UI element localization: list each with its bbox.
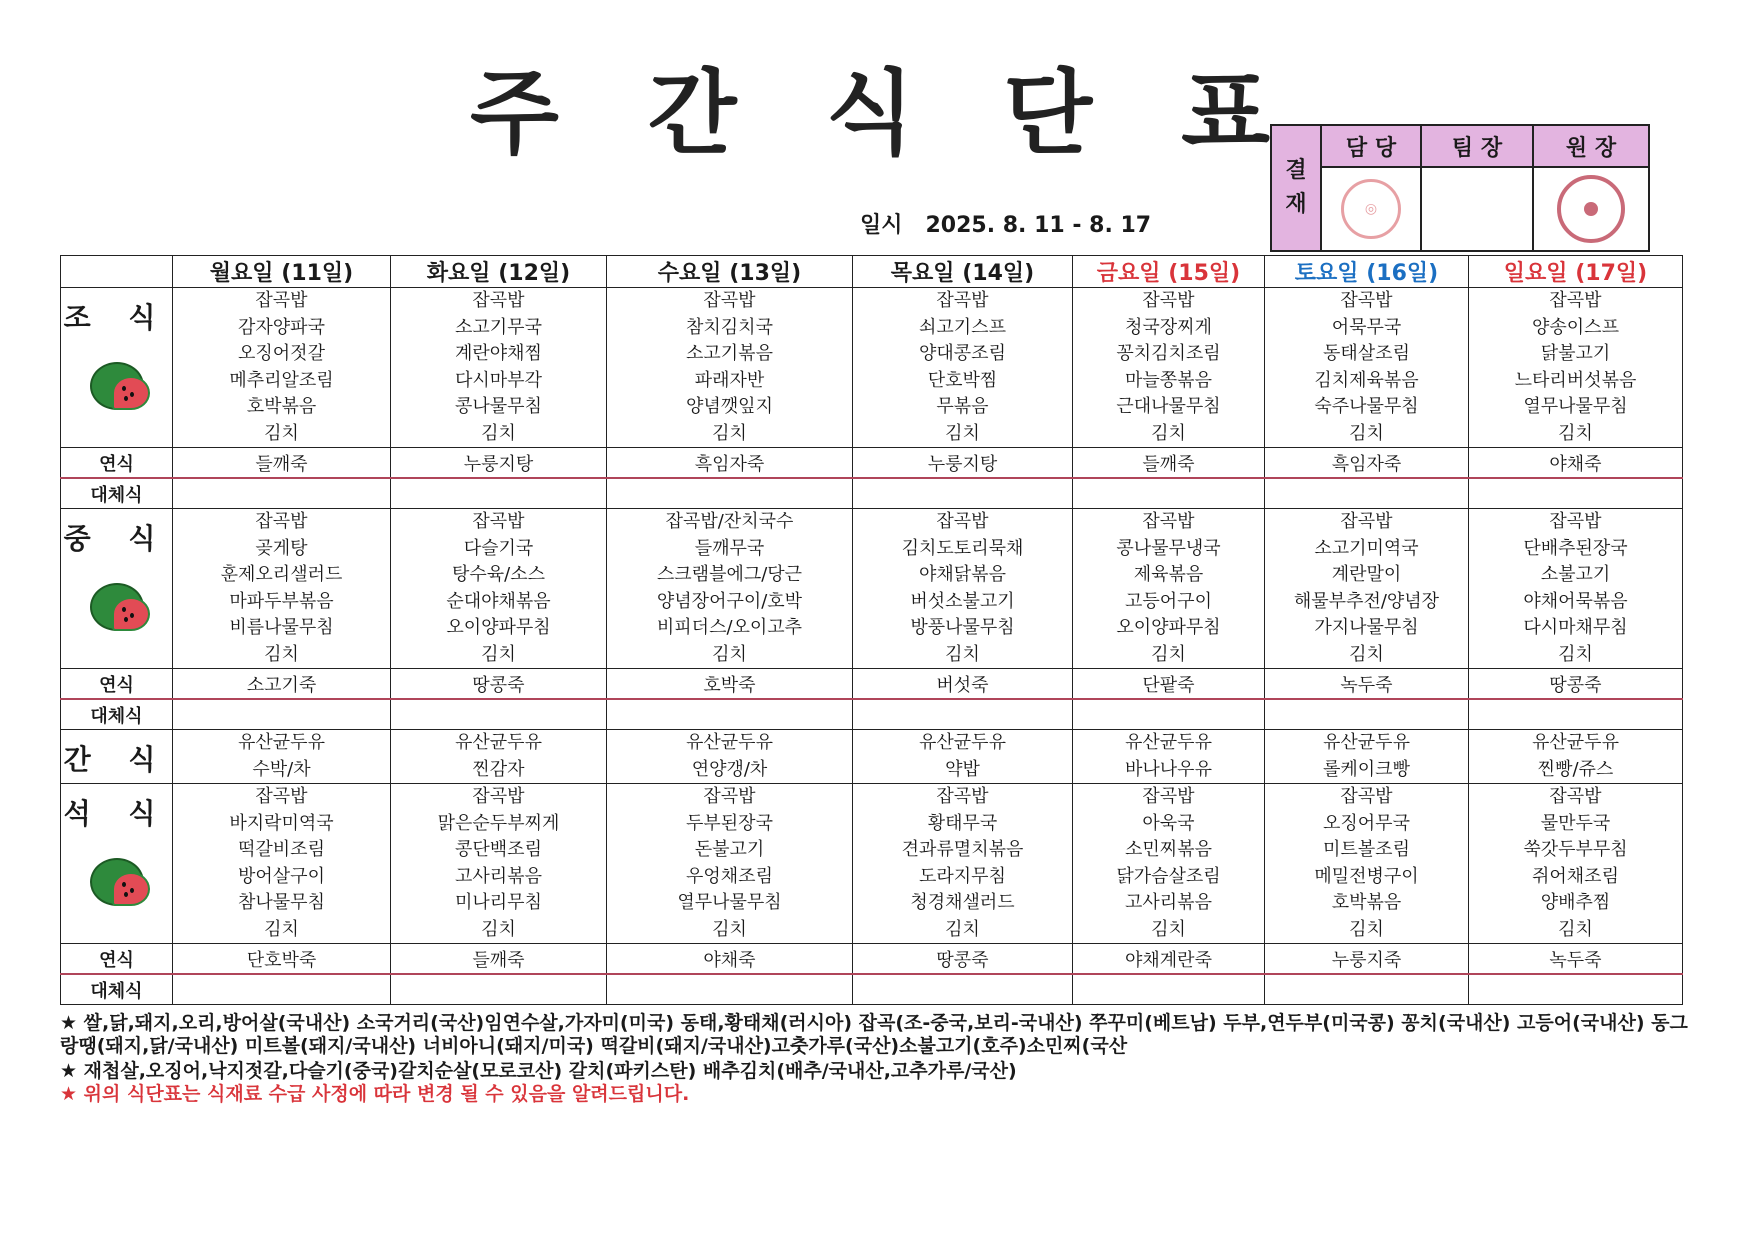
- menu-item: 잡곡밥: [1340, 511, 1393, 532]
- menu-item: 미트볼조림: [1323, 839, 1410, 860]
- approval-header: 원 장: [1533, 125, 1649, 167]
- lunch-label-text: 중 식: [63, 522, 170, 555]
- menu-item: 감자양파국: [238, 316, 325, 338]
- day-header: 화요일 (12일): [391, 256, 607, 288]
- snack-cell: [1469, 730, 1683, 784]
- dinner-cell: [1469, 784, 1683, 944]
- menu-item: 돈불고기: [694, 839, 765, 860]
- menu-item: 김치: [945, 918, 980, 940]
- menu-item: 잡곡밥: [1549, 511, 1602, 532]
- lunch-substitute-cell: [391, 699, 607, 730]
- lunch-porridge-label: 연식: [61, 669, 173, 700]
- menu-item: 계란야채찜: [455, 343, 542, 364]
- menu-item: 야채닭볶음: [919, 564, 1006, 585]
- note-change: ★ 위의 식단표는 식재료 수급 사정에 따라 변경 될 수 있음을 알려드립니다.: [60, 1083, 690, 1105]
- menu-item: 맑은순두부찌게: [437, 812, 560, 834]
- approval-label-text: 결재: [1285, 158, 1307, 217]
- page-title: [470, 40, 1270, 172]
- menu-item: 잡곡밥: [472, 290, 525, 311]
- menu-item: 잡곡밥: [1142, 786, 1195, 807]
- breakfast-substitute-cell: [173, 478, 391, 509]
- lunch-substitute-cell: [1073, 699, 1265, 730]
- menu-item: 김치: [712, 643, 747, 665]
- menu-item: 어묵무국: [1331, 316, 1402, 338]
- breakfast-porridge-cell: 들깨죽: [173, 448, 391, 479]
- menu-item: 김치: [481, 643, 516, 665]
- menu-item: 양대콩조림: [919, 343, 1006, 364]
- approval-header: 팀 장: [1421, 125, 1533, 167]
- snack-cell: [173, 730, 391, 784]
- dinner-row: [61, 784, 1683, 944]
- breakfast-substitute-cell: [1073, 478, 1265, 509]
- lunch-cell: [1469, 509, 1683, 669]
- menu-item: 김치도토리묵채: [901, 537, 1024, 559]
- menu-item: 훈제오리샐러드: [220, 564, 343, 585]
- lunch-substitute-label: 대체식: [61, 699, 173, 730]
- breakfast-porridge-cell: 들깨죽: [1073, 448, 1265, 479]
- menu-item: 김치: [945, 422, 980, 444]
- lunch-cell: [853, 509, 1073, 669]
- dinner-label-text: 석 식: [63, 797, 170, 830]
- menu-item: 오이양파무침: [1116, 617, 1221, 638]
- dinner-cell: [607, 784, 853, 944]
- snack-cell: [1265, 730, 1469, 784]
- menu-item: 잡곡밥: [255, 290, 308, 311]
- menu-item: 수박/차: [252, 758, 311, 780]
- menu-item: 마파두부볶음: [229, 590, 334, 612]
- lunch-porridge-cell: 소고기죽: [173, 669, 391, 700]
- lunch-porridge-cell: 녹두죽: [1265, 669, 1469, 700]
- menu-item: 바나나우유: [1125, 758, 1212, 780]
- menu-item: 양송이스프: [1532, 316, 1619, 338]
- day-header: 토요일 (16일): [1265, 256, 1469, 288]
- menu-item: 잡곡밥: [703, 290, 756, 311]
- dinner-porridge-cell: 땅콩죽: [853, 944, 1073, 975]
- note-origin: ★ 쌀,닭,돼지,오리,방어살(국내산) 소국거리(국산)임연수살,가자미(미국) 동태,황태채(러시아) 잡곡(조-중국,보리-국내산) 쭈꾸미(베트남) 두부,연두부(미국콩) 꽁치(국내산) 고등어(국내산) 동그랑땡(돼지,닭/국내산) 미트볼(돼지/국내산) 너비아니(돼지/미국) 떡갈비(돼지/국내산)고춧가루(국산)소불고기(호주)소민찌(국산: [60, 1012, 1688, 1057]
- menu-item: 김치: [1151, 918, 1186, 940]
- day-header: 목요일 (14일): [853, 256, 1073, 288]
- lunch-cell: [1265, 509, 1469, 669]
- menu-item: 참나물무침: [238, 892, 325, 913]
- lunch-porridge-cell: 버섯죽: [853, 669, 1073, 700]
- menu-item: 잡곡밥: [936, 786, 989, 807]
- title-char: 단: [1003, 60, 1093, 167]
- lunch-porridge-cell: 땅콩죽: [391, 669, 607, 700]
- menu-item: 열무나물무침: [677, 892, 782, 913]
- menu-item: 잡곡밥: [936, 511, 989, 532]
- menu-item: 연양갱/차: [691, 758, 768, 780]
- day-header: 월요일 (11일): [173, 256, 391, 288]
- menu-item: 순대야채볶음: [446, 590, 551, 612]
- lunch-substitute-cell: [1265, 699, 1469, 730]
- menu-item: 버섯소불고기: [910, 590, 1015, 612]
- breakfast-substitute-cell: [391, 478, 607, 509]
- menu-item: 방어살구이: [238, 865, 325, 887]
- breakfast-porridge-row: [61, 448, 1683, 479]
- breakfast-porridge-label: 연식: [61, 448, 173, 479]
- menu-item: 계란말이: [1331, 564, 1402, 585]
- lunch-substitute-cell: [1469, 699, 1683, 730]
- menu-item: 잡곡밥: [255, 786, 308, 807]
- menu-item: 단배추된장국: [1523, 537, 1628, 559]
- watermelon-icon: [88, 852, 146, 904]
- menu-item: 곶게탕: [255, 537, 308, 559]
- menu-item: 도라지무침: [919, 865, 1006, 887]
- menu-item: 우엉채조림: [686, 865, 773, 887]
- menu-item: 잡곡밥: [1340, 290, 1393, 311]
- menu-item: 바지락미역국: [229, 812, 334, 834]
- menu-item: 잡곡밥/잔치국수: [665, 511, 794, 532]
- menu-item: 유산균두유: [686, 732, 773, 753]
- watermelon-icon: [88, 577, 146, 629]
- menu-item: 참치김치국: [686, 316, 773, 338]
- menu-item: 김치: [1151, 422, 1186, 444]
- snack-label: [61, 730, 173, 784]
- menu-item: 김치제육볶음: [1314, 369, 1419, 391]
- menu-item: 쥐어채조림: [1532, 865, 1619, 887]
- menu-item: 콩나물무냉국: [1116, 537, 1221, 559]
- lunch-porridge-cell: 땅콩죽: [1469, 669, 1683, 700]
- stamp-icon: ◎: [1341, 179, 1401, 239]
- menu-item: 열무나물무침: [1523, 396, 1628, 417]
- snack-cell: [391, 730, 607, 784]
- menu-item: 잡곡밥: [255, 511, 308, 532]
- signature-cell[interactable]: [1421, 167, 1533, 251]
- dinner-porridge-cell: 누룽지죽: [1265, 944, 1469, 975]
- dinner-porridge-cell: 야채계란죽: [1073, 944, 1265, 975]
- menu-item: 파래자반: [694, 369, 765, 391]
- menu-item: 잡곡밥: [1549, 786, 1602, 807]
- day-header: 일요일 (17일): [1469, 256, 1683, 288]
- dinner-cell: [173, 784, 391, 944]
- snack-cell: [607, 730, 853, 784]
- day-header-row: [61, 256, 1683, 288]
- breakfast-label-text: 조 식: [63, 301, 170, 334]
- menu-item: 김치: [712, 422, 747, 444]
- menu-item: 메추리알조림: [229, 369, 334, 391]
- menu-item: 물만두국: [1540, 812, 1611, 834]
- menu-item: 숙주나물무침: [1314, 396, 1419, 417]
- menu-item: 제육볶음: [1133, 564, 1204, 585]
- menu-item: 고사리볶음: [1125, 892, 1212, 913]
- menu-item: 닭불고기: [1540, 343, 1611, 364]
- menu-item: 김치: [264, 643, 299, 665]
- menu-item: 꽁치김치조림: [1116, 343, 1221, 364]
- menu-item: 근대나물무침: [1116, 396, 1221, 417]
- dinner-porridge-row: [61, 944, 1683, 975]
- breakfast-porridge-cell: 야채죽: [1469, 448, 1683, 479]
- menu-item: 동태살조림: [1323, 343, 1410, 364]
- snack-row: [61, 730, 1683, 784]
- menu-item: 김치: [1558, 918, 1593, 940]
- breakfast-cell: [1073, 288, 1265, 448]
- lunch-cell: [173, 509, 391, 669]
- lunch-porridge-cell: 단팥죽: [1073, 669, 1265, 700]
- menu-item: 탕수육/소스: [451, 564, 545, 585]
- menu-item: 잡곡밥: [1142, 511, 1195, 532]
- menu-item: 김치: [481, 918, 516, 940]
- menu-item: 양념장어구이/호박: [656, 590, 803, 612]
- breakfast-cell: [1469, 288, 1683, 448]
- menu-item: 김치: [712, 918, 747, 940]
- breakfast-cell: [1265, 288, 1469, 448]
- lunch-substitute-cell: [173, 699, 391, 730]
- menu-item: 청경채샐러드: [910, 892, 1015, 913]
- date-value: 2025. 8. 11 - 8. 17: [925, 213, 1152, 238]
- menu-item: 느타리버섯볶음: [1514, 369, 1637, 391]
- title-char: 간: [647, 60, 737, 167]
- snack-cell: [1073, 730, 1265, 784]
- dinner-porridge-cell: 녹두죽: [1469, 944, 1683, 975]
- approval-header: 담 당: [1321, 125, 1421, 167]
- lunch-substitute-row: [61, 699, 1683, 730]
- menu-item: 김치: [1349, 422, 1384, 444]
- menu-item: 다시마부각: [455, 369, 542, 391]
- notes: [60, 1012, 1700, 1106]
- dinner-cell: [1265, 784, 1469, 944]
- dinner-cell: [1073, 784, 1265, 944]
- menu-item: 고사리볶음: [455, 865, 542, 887]
- menu-item: 김치: [1151, 643, 1186, 665]
- menu-table: [60, 255, 1683, 1005]
- menu-item: 오징어무국: [1323, 812, 1410, 834]
- menu-item: 메밀전병구이: [1314, 865, 1419, 887]
- menu-item: 오이양파무침: [446, 617, 551, 638]
- lunch-porridge-row: [61, 669, 1683, 700]
- menu-item: 견과류멸치볶음: [901, 839, 1024, 860]
- title-char: 주: [470, 60, 559, 167]
- signature-cell[interactable]: [1533, 167, 1649, 251]
- snack-label-text: 간 식: [63, 743, 170, 776]
- menu-item: 양배추찜: [1540, 892, 1611, 913]
- menu-item: 소고기미역국: [1314, 537, 1419, 559]
- dinner-substitute-cell: [391, 974, 607, 1005]
- dinner-substitute-label: 대체식: [61, 974, 173, 1005]
- menu-item: 소불고기: [1540, 564, 1611, 585]
- lunch-cell: [607, 509, 853, 669]
- breakfast-label: [61, 288, 173, 448]
- menu-item: 김치: [1349, 918, 1384, 940]
- dinner-label: [61, 784, 173, 944]
- menu-item: 쇠고기스프: [919, 316, 1006, 338]
- breakfast-substitute-cell: [853, 478, 1073, 509]
- menu-item: 마늘쫑볶음: [1125, 369, 1212, 391]
- breakfast-porridge-cell: 누룽지탕: [853, 448, 1073, 479]
- breakfast-substitute-cell: [1469, 478, 1683, 509]
- lunch-cell: [391, 509, 607, 669]
- menu-item: 스크램블에그/당근: [656, 564, 803, 585]
- corner-cell: [61, 256, 173, 288]
- breakfast-cell: [607, 288, 853, 448]
- breakfast-substitute-label: 대체식: [61, 478, 173, 509]
- menu-item: 콩단백조림: [455, 839, 542, 860]
- menu-item: 소민찌볶음: [1125, 839, 1212, 860]
- dinner-porridge-label: 연식: [61, 944, 173, 975]
- menu-item: 단호박찜: [927, 369, 998, 391]
- menu-item: 유산균두유: [1125, 732, 1212, 753]
- dinner-substitute-cell: [1265, 974, 1469, 1005]
- menu-item: 무볶음: [936, 396, 989, 417]
- menu-item: 김치: [264, 422, 299, 444]
- breakfast-porridge-cell: 누룽지탕: [391, 448, 607, 479]
- menu-item: 잡곡밥: [936, 290, 989, 311]
- breakfast-substitute-row: [61, 478, 1683, 509]
- lunch-substitute-cell: [853, 699, 1073, 730]
- date-range: [860, 208, 1151, 239]
- menu-item: 롤케이크빵: [1323, 758, 1410, 780]
- lunch-label: [61, 509, 173, 669]
- approval-box: [1270, 124, 1650, 252]
- dinner-substitute-cell: [173, 974, 391, 1005]
- menu-item: 잡곡밥: [1340, 786, 1393, 807]
- menu-item: 유산균두유: [919, 732, 1006, 753]
- lunch-substitute-cell: [607, 699, 853, 730]
- breakfast-porridge-cell: 흑임자죽: [607, 448, 853, 479]
- menu-item: 다슬기국: [463, 537, 534, 559]
- menu-item: 김치: [1558, 422, 1593, 444]
- menu-item: 약밥: [945, 758, 980, 780]
- menu-item: 야채어묵볶음: [1523, 590, 1628, 612]
- menu-item: 고등어구이: [1125, 590, 1212, 612]
- dinner-cell: [853, 784, 1073, 944]
- menu-item: 김치: [264, 918, 299, 940]
- menu-item: 유산균두유: [455, 732, 542, 753]
- date-label: 일시: [860, 213, 903, 238]
- day-header: 수요일 (13일): [607, 256, 853, 288]
- menu-item: 유산균두유: [1532, 732, 1619, 753]
- dinner-substitute-cell: [1073, 974, 1265, 1005]
- menu-item: 들깨무국: [694, 537, 765, 559]
- signature-cell[interactable]: [1321, 167, 1421, 251]
- menu-item: 김치: [481, 422, 516, 444]
- breakfast-substitute-cell: [1265, 478, 1469, 509]
- menu-item: 두부된장국: [686, 812, 773, 834]
- day-header: 금요일 (15일): [1073, 256, 1265, 288]
- approval-label: [1271, 125, 1321, 251]
- menu-item: 황태무국: [927, 812, 998, 834]
- menu-item: 쑥갓두부무침: [1523, 839, 1628, 860]
- title-char: 식: [825, 60, 915, 167]
- stamp-icon: [1557, 175, 1625, 243]
- breakfast-substitute-cell: [607, 478, 853, 509]
- dinner-substitute-cell: [853, 974, 1073, 1005]
- menu-item: 닭가슴살조림: [1116, 865, 1221, 887]
- dinner-substitute-cell: [1469, 974, 1683, 1005]
- menu-item: 잡곡밥: [1549, 290, 1602, 311]
- menu-item: 찐감자: [472, 758, 525, 780]
- breakfast-cell: [391, 288, 607, 448]
- dinner-substitute-cell: [607, 974, 853, 1005]
- menu-item: 다시마채무침: [1523, 617, 1628, 638]
- dinner-substitute-row: [61, 974, 1683, 1005]
- menu-item: 잡곡밥: [703, 786, 756, 807]
- snack-cell: [853, 730, 1073, 784]
- menu-item: 김치: [1558, 643, 1593, 665]
- menu-item: 호박볶음: [1331, 892, 1402, 913]
- menu-item: 김치: [945, 643, 980, 665]
- menu-item: 오징어젓갈: [238, 343, 325, 364]
- lunch-cell: [1073, 509, 1265, 669]
- breakfast-porridge-cell: 흑임자죽: [1265, 448, 1469, 479]
- menu-item: 잡곡밥: [472, 511, 525, 532]
- dinner-cell: [391, 784, 607, 944]
- menu-item: 가지나물무침: [1314, 617, 1419, 638]
- note-origin-2: ★ 재첩살,오징어,낙지젓갈,다슬기(중국)갈치순살(모로코산) 갈치(파키스탄) 배추김치(배추/국내산,고추가루/국산): [60, 1060, 1017, 1082]
- breakfast-cell: [173, 288, 391, 448]
- menu-item: 콩나물무침: [455, 396, 542, 417]
- menu-item: 김치: [1349, 643, 1384, 665]
- menu-item: 양념깻잎지: [686, 396, 773, 417]
- menu-item: 잡곡밥: [1142, 290, 1195, 311]
- menu-item: 유산균두유: [1323, 732, 1410, 753]
- menu-item: 비름나물무침: [229, 617, 334, 638]
- watermelon-icon: [88, 356, 146, 408]
- menu-item: 해물부추전/양념장: [1293, 590, 1440, 612]
- title-char: 표: [1181, 60, 1270, 167]
- menu-item: 미나리무침: [455, 892, 542, 913]
- menu-item: 찐빵/쥬스: [1537, 758, 1614, 780]
- menu-item: 호박볶음: [246, 396, 317, 417]
- lunch-porridge-cell: 호박죽: [607, 669, 853, 700]
- dinner-porridge-cell: 단호박죽: [173, 944, 391, 975]
- menu-item: 소고기무국: [455, 316, 542, 338]
- menu-item: 청국장찌게: [1125, 316, 1212, 338]
- menu-item: 잡곡밥: [472, 786, 525, 807]
- menu-item: 비피더스/오이고추: [656, 617, 803, 638]
- menu-item: 아욱국: [1142, 812, 1195, 834]
- menu-item: 소고기볶음: [686, 343, 773, 364]
- menu-item: 떡갈비조림: [238, 839, 325, 860]
- breakfast-cell: [853, 288, 1073, 448]
- breakfast-row: [61, 288, 1683, 448]
- menu-item: 방풍나물무침: [910, 617, 1015, 638]
- menu-item: 유산균두유: [238, 732, 325, 753]
- lunch-row: [61, 509, 1683, 669]
- dinner-porridge-cell: 야채죽: [607, 944, 853, 975]
- dinner-porridge-cell: 들깨죽: [391, 944, 607, 975]
